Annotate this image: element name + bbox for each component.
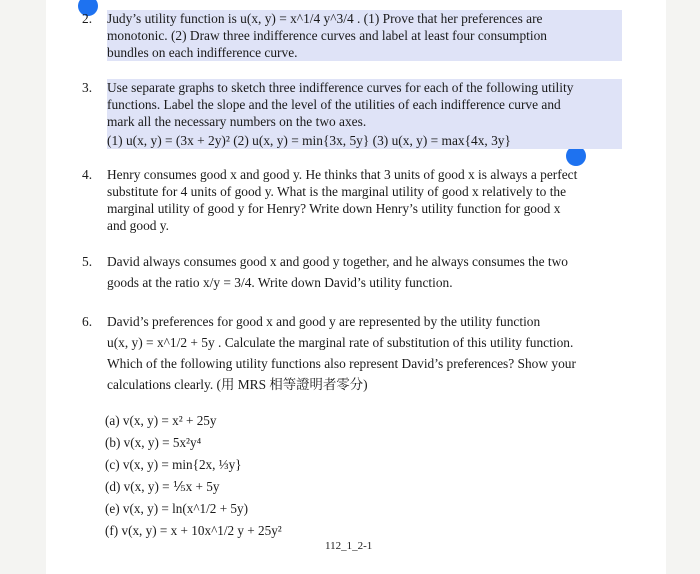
question-text	[107, 311, 622, 395]
text-line: Which of the following utility functions also represent David’s preferences? Show your	[107, 356, 576, 371]
question-text[interactable]	[107, 10, 622, 61]
option-item: (e) v(x, y) = ln(x^1/2 + 5y)	[105, 501, 249, 516]
question-number: 5.	[82, 254, 93, 269]
option-item: (c) v(x, y) = min{2x, ⅓y}	[105, 457, 242, 472]
option-item: (d) v(x, y) = ⅕x + 5y	[105, 479, 220, 494]
text-line: Henry consumes good x and good y. He thinks that 3 units of good x is always a perfect	[107, 167, 578, 182]
text-line: David’s preferences for good x and good y are represented by the utility function	[107, 314, 541, 329]
text-line: calculations clearly. (用 MRS 相等證明者零分)	[107, 377, 368, 392]
question-number: 6.	[82, 314, 93, 329]
text-line: David always consumes good x and good y together, and he always consumes the two	[107, 254, 568, 269]
option-item: (b) v(x, y) = 5x²y⁴	[105, 435, 202, 450]
question-text[interactable]	[107, 79, 622, 149]
text-line: and good y.	[107, 218, 169, 233]
text-line: goods at the ratio x/y = 3/4. Write down David’s utility function.	[107, 275, 453, 290]
question-4	[82, 166, 622, 234]
page-footer: 112_1_2-1	[325, 540, 373, 552]
question-6	[82, 311, 622, 395]
question-number: 4.	[82, 167, 93, 182]
option-item: (a) v(x, y) = x² + 25y	[105, 413, 217, 428]
question-number: 3.	[82, 80, 93, 95]
text-line: Use separate graphs to sketch three indifference curves for each of the following utility	[107, 80, 574, 95]
question-3	[82, 79, 622, 149]
question-number: 2.	[82, 11, 93, 26]
text-line: mark all the necessary numbers on the two axes.	[107, 114, 367, 129]
text-line: u(x, y) = x^1/2 + 5y . Calculate the marginal rate of substitution of this utility function.	[107, 335, 574, 350]
text-line: Judy’s utility function is u(x, y) = x^1/4 y^3/4 . (1) Prove that her preferences are	[107, 11, 543, 26]
text-line: monotonic. (2) Draw three indifference curves and label at least four consumption	[107, 28, 548, 43]
question-text	[107, 166, 622, 234]
text-line: substitute for 4 units of good y. What is the marginal utility of good x relatively to the	[107, 184, 567, 199]
option-list	[105, 410, 282, 542]
option-item: (f) v(x, y) = x + 10x^1/2 y + 25y²	[105, 523, 282, 538]
text-line: (1) u(x, y) = (3x + 2y)² (2) u(x, y) = min{3x, 5y} (3) u(x, y) = max{4x, 3y}	[107, 133, 511, 148]
text-line: functions. Label the slope and the level of the utilities of each indifference curve and	[107, 97, 561, 112]
text-line: marginal utility of good y for Henry? Write down Henry’s utility function for good x	[107, 201, 561, 216]
question-text	[107, 251, 622, 293]
question-5	[82, 251, 622, 293]
question-2	[82, 10, 622, 61]
selection-end-handle[interactable]	[566, 146, 586, 166]
text-line: bundles on each indifference curve.	[107, 45, 298, 60]
